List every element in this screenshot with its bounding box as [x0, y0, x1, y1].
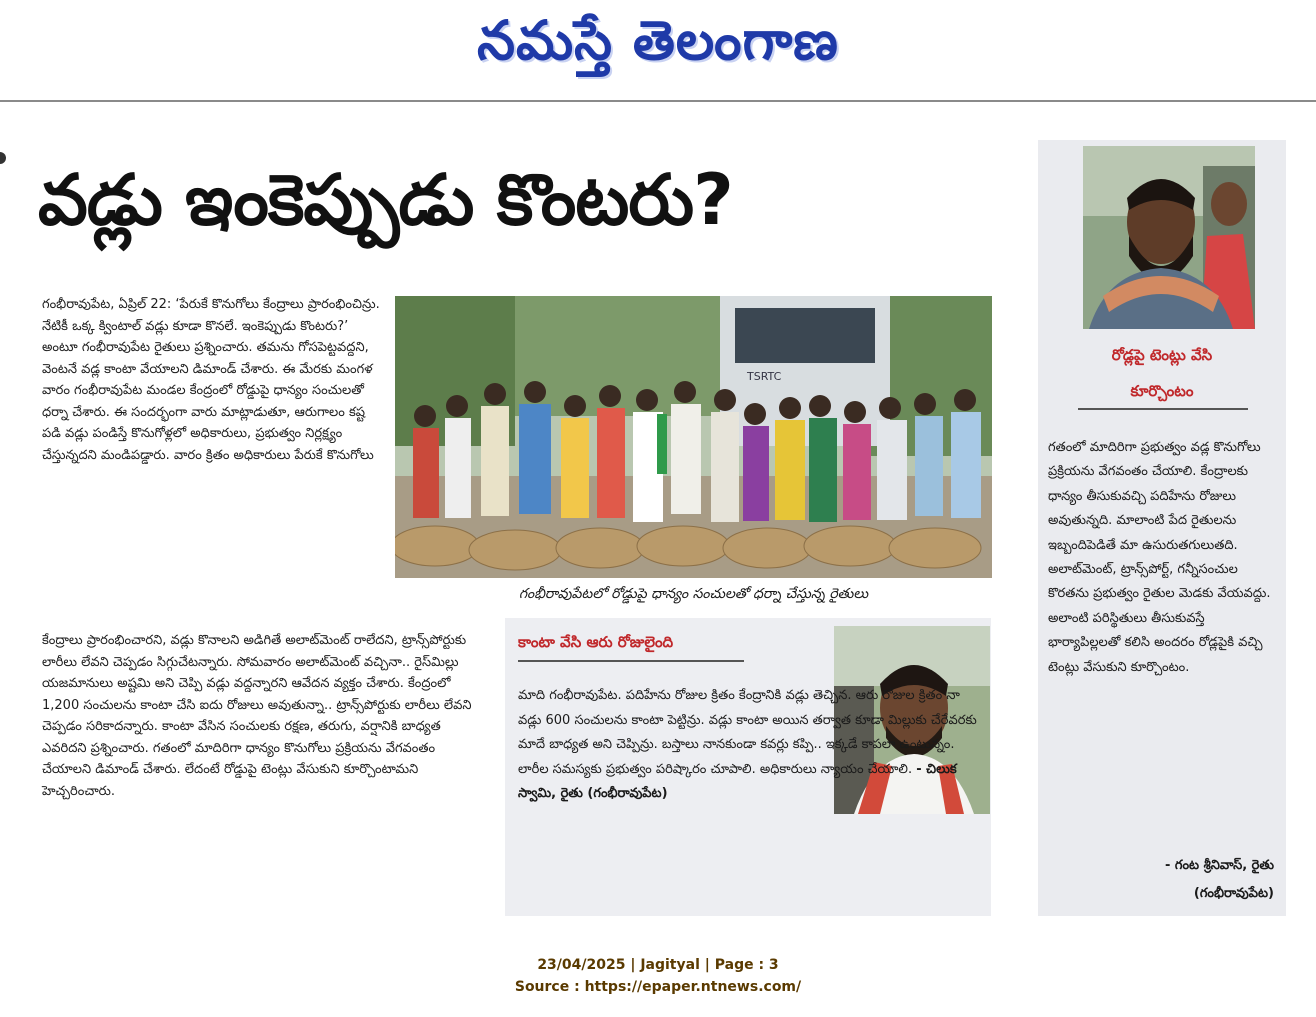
quote-box-1-rule	[518, 660, 744, 662]
quote-box-2-rule	[1078, 408, 1248, 410]
quote-box-1-attribution: - చిలుక స్వామి, రైతు (గంభీరావుపేట)	[518, 761, 957, 801]
quote-box-2-title-line1: రోడ్లపై టెంట్లు వేసి	[1111, 346, 1213, 364]
footer-date-edition: 23/04/2025 | Jagityal | Page : 3	[537, 957, 779, 973]
quote-box-1-text: మాది గంభీరావుపేట. పదిహేను రోజుల క్రితం కేంద్రానికి వడ్లు తెచ్చిన. ఆరు రోజుల క్రితం నా వడ్లు 600 సంచులను కాంటా పెట్టిన్రు. వడ్లు కాంటా అయిన తర్వాత కూడా మిల్లుకు చేరేవరకు మాదే బాధ్యత అని చెప్పిన్రు. బస్తాలు నానకుండా కవర్లు కప్పి.. ఇక్కడే కాపలా ఉంటున్నం. లారీల సమస్యకు ప్రభుత్వం పరిష్కారం చూపాలి. అధికారులు న్యాయం చేయాలి.	[518, 688, 977, 777]
newspaper-logo: నమస్తే తెలంగాణ	[477, 8, 839, 72]
quote-box-2-attribution-name: - గంట శ్రీనివాస్, రైతు	[1164, 858, 1274, 873]
quote-box-2-attribution-place: (గంభీరావుపేట)	[1193, 886, 1274, 901]
quote-box-1-title: కాంటా వేసి ఆరు రోజులైంది	[518, 633, 674, 651]
page-edge-mark	[0, 152, 6, 164]
main-protest-photo	[395, 296, 992, 578]
farmer-portrait-2	[1083, 146, 1255, 329]
bus-banner-text: TSRTC	[747, 370, 782, 383]
quote-box-1-body	[518, 684, 983, 807]
article-lead-paragraph: గంభీరావుపేట, ఏప్రిల్ 22: ‘పేరుకే కొనుగోలు కేంద్రాలు ప్రారంభించిన్రు. నేటికీ ఒక్క క్వింటాల్ వడ్లు కూడా కొనలే. ఇంకెప్పుడు కొంటరు?’ అంటూ గంభీరావుపేట రైతులు ప్రశ్నించారు. తమను గోసపెట్టవద్దని, వెంటనే వడ్ల కాంటా వేయాలని డిమాండ్ చేశారు. ఈ మేరకు మంగళ వారం గంభీరావుపేట మండల కేంద్రంలో రోడ్డుపై ధాన్యం సంచులతో ధర్నా చేశారు. ఈ సందర్భంగా వారు మాట్లాడుతూ, ఆరుగాలం కష్ట పడి వడ్లు పండిస్తే కొనుగోళ్లలో అధికారులు, ప్రభుత్వం నిర్లక్ష్యం చేస్తున్నదని మండిపడ్డారు. వారం క్రితం అధికారులు పేరుకే కొనుగోలు	[42, 297, 380, 463]
quote-box-2-title-line2: కూర్చొంటం	[1130, 382, 1194, 400]
article-headline: వడ్లు ఇంకెప్పుడు కొంటరు?	[38, 159, 733, 241]
masthead	[0, 0, 1316, 102]
footer-source-link[interactable]: Source : https://epaper.ntnews.com/	[514, 979, 802, 995]
article-continued-paragraph: కేంద్రాలు ప్రారంభించారని, వడ్లు కొనాలని అడిగితే అలాట్‌మెంట్ రాలేదని, ట్రాన్స్‌పోర్టుకు లారీలు లేవని చెప్పడం సిగ్గుచేటన్నారు. సోమవారం అలాట్‌మెంట్ వచ్చినా.. రైస్‌మిల్లు యజమానులు అష్టమి అని చెప్పి వడ్లు వద్దన్నారని ఆవేదన వ్యక్తం చేశారు. కేంద్రంలో 1,200 సంచులను కాంటా చేసి ఐదు రోజులు అవుతున్నా.. ట్రాన్స్‌పోర్టుకు లారీలు లేవని చెప్పడం సరికాదన్నారు. కాంటా వేసిన సంచులకు రక్షణ, తరుగు, వర్షానికి బాధ్యత ఎవరిదని ప్రశ్నించారు. గతంలో మాదిరిగా ధాన్యం కొనుగోలు ప్రక్రియను వేగవంతం చేయాలని డిమాండ్ చేశారు. లేదంటే రోడ్డుపై టెంట్లు వేసుకుని కూర్చొంటామని హెచ్చరించారు.	[42, 633, 472, 799]
main-photo-caption: గంభీరావుపేటలో రోడ్డుపై ధాన్యం సంచులతో ధర్నా చేస్తున్న రైతులు	[518, 586, 869, 602]
quote-box-2-text: గతంలో మాదిరిగా ప్రభుత్వం వడ్ల కొనుగోలు ప్రక్రియను వేగవంతం చేయాలి. కేంద్రాలకు ధాన్యం తీసుకువచ్చి పదిహేను రోజులు అవుతున్నది. మాలాంటి పేద రైతులను ఇబ్బందిపెడితే మా ఉసురుతగులుతది. అలాట్‌మెంట్, ట్రాన్స్‌పోర్ట్, గన్నీసంచుల కొరతను ప్రభుత్వం రైతుల మెడకు వేయవద్దు. అలాంటి పరిస్థితులు తీసుకువస్తే భార్యాపిల్లలతో కలిసి అందరం రోడ్లపైకి వచ్చి టెంట్లు వేసుకుని కూర్చొంటం.	[1048, 440, 1271, 675]
